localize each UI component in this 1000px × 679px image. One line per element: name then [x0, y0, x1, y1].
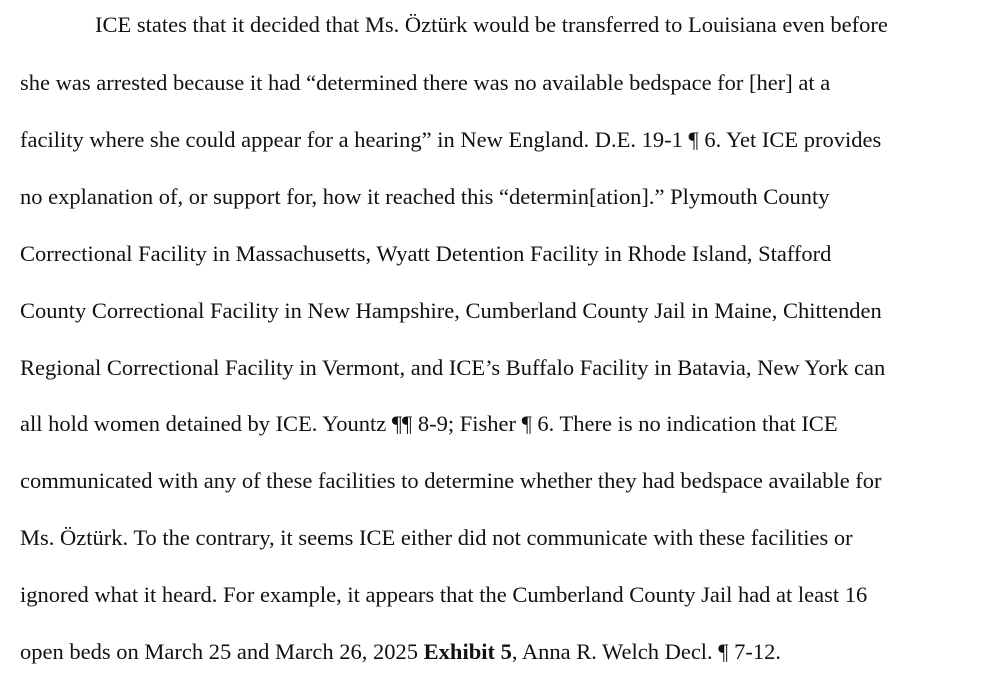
text-line: Regional Correctional Facility in Vermont, and ICE’s Buffalo Facility in Batavia, New York can: [20, 355, 886, 380]
exhibit-reference: Exhibit 5: [423, 639, 512, 664]
text-line: Ms. Öztürk. To the contrary, it seems ICE either did not communicate with these facilities or: [20, 525, 853, 550]
text-segment: open beds on March 25 and March 26, 2025: [20, 639, 424, 664]
text-line: ignored what it heard. For example, it appears that the Cumberland County Jail had at least 16: [20, 582, 868, 607]
text-line: communicated with any of these facilities to determine whether they had bedspace available for: [20, 468, 882, 493]
text-line: County Correctional Facility in New Hampshire, Cumberland County Jail in Maine, Chittenden: [20, 298, 882, 323]
text-line: all hold women detained by ICE. Yountz ¶¶ 8-9; Fisher ¶ 6. There is no indication that ICE: [20, 411, 838, 436]
text-line: she was arrested because it had “determined there was no available bedspace for [her] at a: [20, 70, 831, 95]
text-line: Correctional Facility in Massachusetts, Wyatt Detention Facility in Rhode Island, Stafford: [20, 241, 832, 266]
text-line: no explanation of, or support for, how it reached this “determin[ation].” Plymouth County: [20, 184, 830, 209]
text-segment: , Anna R. Welch Decl. ¶ 7-12.: [511, 639, 781, 664]
text-line-last: [20, 639, 781, 665]
text-line: ICE states that it decided that Ms. Öztürk would be transferred to Louisiana even before: [95, 12, 888, 37]
text-line: facility where she could appear for a hearing” in New England. D.E. 19-1 ¶ 6. Yet ICE provides: [20, 127, 882, 152]
